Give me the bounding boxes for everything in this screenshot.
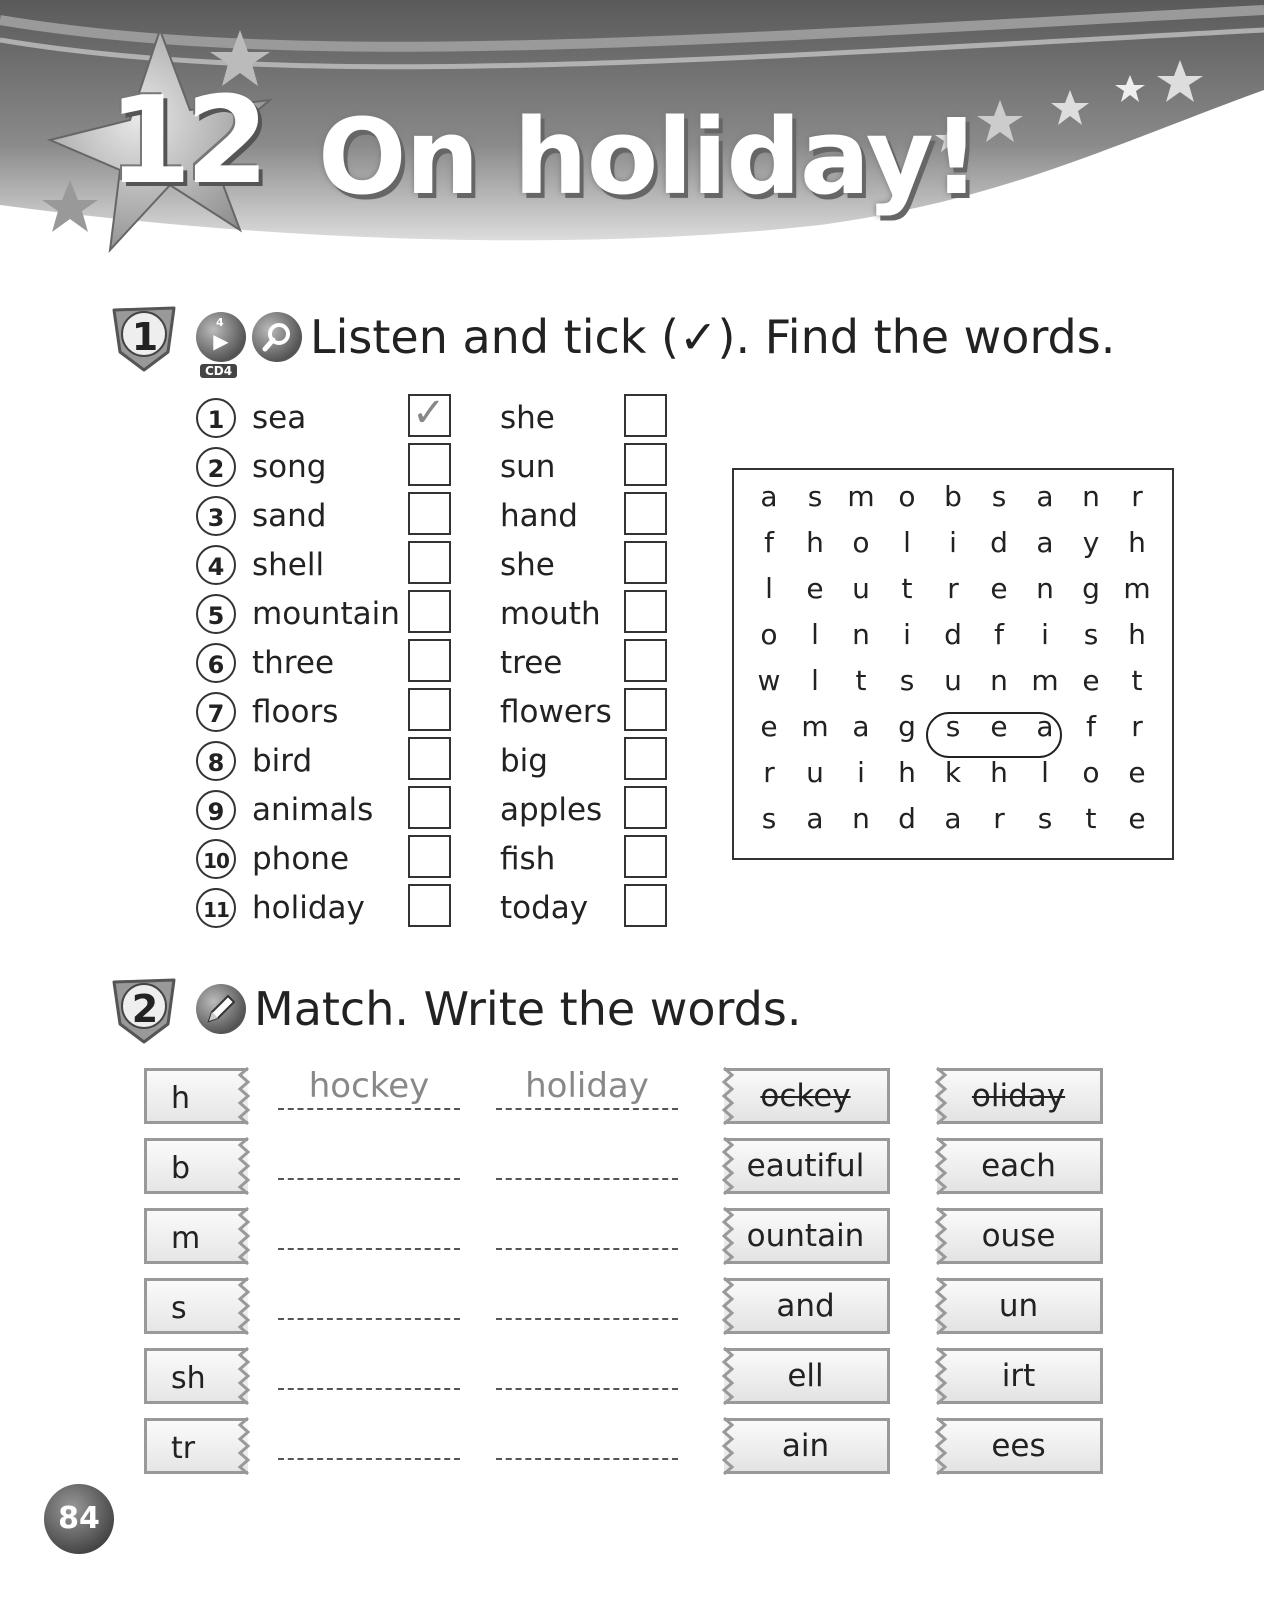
word-option-a: three xyxy=(252,645,335,681)
cd-label: CD4 xyxy=(200,364,237,378)
answer-text: holiday xyxy=(525,1066,649,1106)
grid-letter[interactable]: a xyxy=(1036,710,1054,743)
grid-letter[interactable]: t xyxy=(1085,802,1097,835)
word-option-b: tree xyxy=(500,645,563,681)
answer-line[interactable] xyxy=(278,1140,460,1180)
grid-letter[interactable]: o xyxy=(1082,756,1100,789)
word-ending-text: oliday xyxy=(971,1078,1066,1114)
checkbox-a[interactable] xyxy=(408,541,451,584)
grid-letter[interactable]: o xyxy=(760,618,778,651)
grid-letter[interactable]: d xyxy=(990,526,1008,559)
word-option-a: mountain xyxy=(252,596,400,632)
checkbox-a[interactable] xyxy=(408,688,451,731)
letter-tag xyxy=(144,1138,248,1194)
grid-letter[interactable]: e xyxy=(990,572,1008,605)
item-number: 1 xyxy=(196,398,236,438)
tick-row xyxy=(196,492,676,541)
grid-letter[interactable]: b xyxy=(944,480,962,513)
word-option-a: holiday xyxy=(252,890,365,926)
checkbox-a[interactable] xyxy=(408,443,451,486)
grid-letter[interactable]: h xyxy=(1128,618,1146,651)
word-ending-text: ouse xyxy=(981,1218,1056,1254)
grid-letter[interactable]: d xyxy=(944,618,962,651)
tick-row xyxy=(196,737,676,786)
word-option-a: phone xyxy=(252,841,350,877)
grid-row xyxy=(734,618,1176,663)
grid-letter[interactable]: s xyxy=(945,710,961,743)
grid-letter[interactable]: s xyxy=(899,664,915,697)
answer-line[interactable] xyxy=(496,1210,678,1250)
word-search-grid xyxy=(732,468,1174,860)
grid-letter[interactable]: s xyxy=(991,480,1007,513)
checkbox-b[interactable] xyxy=(624,835,667,878)
item-number: 6 xyxy=(196,643,236,683)
grid-letter[interactable]: u xyxy=(852,572,870,605)
item-number: 3 xyxy=(196,496,236,536)
grid-letter[interactable]: w xyxy=(757,664,781,697)
item-number: 7 xyxy=(196,692,236,732)
grid-letter[interactable]: o xyxy=(898,480,916,513)
word-option-b: mouth xyxy=(500,596,601,632)
grid-letter[interactable]: r xyxy=(1131,480,1143,513)
pencil-icon xyxy=(196,984,246,1034)
answer-line[interactable] xyxy=(278,1350,460,1390)
item-number: 5 xyxy=(196,594,236,634)
word-ending-text: ockey xyxy=(760,1078,851,1114)
word-ending-tag xyxy=(937,1068,1103,1124)
letter-tag xyxy=(144,1278,248,1334)
grid-letter[interactable]: e xyxy=(1128,802,1146,835)
grid-letter[interactable]: d xyxy=(898,802,916,835)
exercise-2-title: Match. Write the words. xyxy=(254,982,802,1036)
grid-row xyxy=(734,480,1176,525)
word-option-a: bird xyxy=(252,743,313,779)
grid-letter[interactable]: l xyxy=(811,664,819,697)
grid-letter[interactable]: r xyxy=(947,572,959,605)
exercise-1-number: 1 xyxy=(131,315,159,359)
grid-letter[interactable]: m xyxy=(1031,664,1059,697)
word-ending-tag xyxy=(937,1138,1103,1194)
word-ending-tag xyxy=(937,1418,1103,1474)
grid-letter[interactable]: f xyxy=(1086,710,1096,743)
grid-letter[interactable]: t xyxy=(1131,664,1143,697)
grid-letter[interactable]: n xyxy=(1036,572,1054,605)
word-ending-tag xyxy=(724,1348,890,1404)
tick-row xyxy=(196,639,676,688)
letter-tag xyxy=(144,1348,248,1404)
grid-letter[interactable]: s xyxy=(1083,618,1099,651)
word-option-b: fish xyxy=(500,841,556,877)
grid-letter[interactable]: e xyxy=(1128,756,1146,789)
exercise-2-number: 2 xyxy=(131,987,159,1031)
magnifier-icon xyxy=(252,312,302,362)
grid-letter[interactable]: n xyxy=(1082,480,1100,513)
word-ending-tag xyxy=(724,1278,890,1334)
grid-letter[interactable]: u xyxy=(806,756,824,789)
word-option-b: she xyxy=(500,400,555,436)
grid-letter[interactable]: r xyxy=(993,802,1005,835)
grid-letter[interactable]: u xyxy=(944,664,962,697)
checkbox-b[interactable] xyxy=(624,639,667,682)
grid-letter[interactable]: i xyxy=(949,526,957,559)
checkbox-a[interactable] xyxy=(408,492,451,535)
answer-line[interactable] xyxy=(496,1350,678,1390)
grid-letter[interactable]: a xyxy=(852,710,870,743)
grid-letter[interactable]: o xyxy=(852,526,870,559)
tick-row xyxy=(196,390,676,443)
checkbox-b[interactable] xyxy=(624,884,667,927)
grid-letter[interactable]: h xyxy=(806,526,824,559)
checkbox-a[interactable] xyxy=(408,884,451,927)
word-ending-tag xyxy=(937,1278,1103,1334)
grid-letter[interactable]: l xyxy=(765,572,773,605)
tick-row xyxy=(196,786,676,835)
checkbox-b[interactable] xyxy=(624,443,667,486)
word-option-a: sand xyxy=(252,498,327,534)
word-ending-text: irt xyxy=(1001,1358,1036,1394)
grid-letter[interactable]: h xyxy=(1128,526,1146,559)
tick-row xyxy=(196,590,676,639)
grid-letter[interactable]: f xyxy=(994,618,1004,651)
checkbox-b[interactable] xyxy=(624,394,667,437)
grid-letter[interactable]: m xyxy=(801,710,829,743)
answer-text: hockey xyxy=(308,1066,430,1106)
answer-line[interactable] xyxy=(496,1066,678,1110)
item-number: 8 xyxy=(196,741,236,781)
word-ending-tag xyxy=(724,1208,890,1264)
letter-tag-text: h xyxy=(171,1081,191,1116)
audio-play-icon: 4 ▶ CD4 xyxy=(196,312,246,362)
grid-letter[interactable]: n xyxy=(852,802,870,835)
checkbox-a[interactable] xyxy=(408,390,451,437)
grid-letter[interactable]: l xyxy=(1041,756,1049,789)
grid-letter[interactable]: s xyxy=(1037,802,1053,835)
grid-letter[interactable]: e xyxy=(760,710,778,743)
grid-letter[interactable]: s xyxy=(807,480,823,513)
grid-letter[interactable]: i xyxy=(857,756,865,789)
grid-letter[interactable]: y xyxy=(1082,526,1100,559)
word-ending-text: ell xyxy=(787,1358,824,1394)
grid-letter[interactable]: m xyxy=(1123,572,1151,605)
grid-letter[interactable]: m xyxy=(847,480,875,513)
checkbox-a[interactable] xyxy=(408,835,451,878)
answer-line[interactable] xyxy=(496,1420,678,1460)
word-ending-tag xyxy=(937,1208,1103,1264)
grid-letter[interactable]: i xyxy=(1041,618,1049,651)
item-number: 11 xyxy=(196,888,236,928)
track-number: 4 xyxy=(216,316,224,329)
tick-row xyxy=(196,541,676,590)
answer-line[interactable] xyxy=(278,1066,460,1110)
item-number: 4 xyxy=(196,545,236,585)
word-option-b: big xyxy=(500,743,548,779)
word-option-a: sea xyxy=(252,400,307,436)
tick-row xyxy=(196,884,676,933)
letter-tag xyxy=(144,1068,248,1124)
word-ending-tag xyxy=(724,1068,890,1124)
exercise-1-badge xyxy=(108,300,182,374)
grid-letter[interactable]: h xyxy=(990,756,1008,789)
grid-row xyxy=(734,756,1176,801)
grid-letter[interactable]: g xyxy=(1082,572,1100,605)
checkbox-b[interactable] xyxy=(624,590,667,633)
answer-line[interactable] xyxy=(496,1140,678,1180)
grid-row xyxy=(734,526,1176,571)
word-ending-tag xyxy=(724,1138,890,1194)
letter-tag-text: tr xyxy=(171,1431,196,1466)
letter-tag xyxy=(144,1418,248,1474)
checkbox-a[interactable] xyxy=(408,786,451,829)
grid-row xyxy=(734,802,1176,847)
word-option-b: sun xyxy=(500,449,556,485)
word-ending-text: ees xyxy=(991,1428,1046,1464)
checkbox-b[interactable] xyxy=(624,492,667,535)
answer-line[interactable] xyxy=(278,1210,460,1250)
grid-letter[interactable]: r xyxy=(1131,710,1143,743)
grid-letter[interactable]: k xyxy=(944,756,962,789)
exercise-1-title: Listen and tick (✓). Find the words. xyxy=(310,310,1116,364)
item-number: 2 xyxy=(196,447,236,487)
grid-row xyxy=(734,572,1176,617)
grid-letter[interactable]: n xyxy=(852,618,870,651)
word-ending-text: each xyxy=(981,1148,1056,1184)
tick-row xyxy=(196,443,676,492)
grid-letter[interactable]: a xyxy=(944,802,962,835)
word-ending-text: un xyxy=(998,1288,1039,1324)
grid-row xyxy=(734,664,1176,709)
exercise-1-header xyxy=(108,300,1116,378)
grid-letter[interactable]: t xyxy=(855,664,867,697)
word-option-a: floors xyxy=(252,694,339,730)
letter-tag-text: sh xyxy=(171,1361,206,1396)
checkbox-a[interactable] xyxy=(408,639,451,682)
item-number: 10 xyxy=(196,839,236,879)
answer-line[interactable] xyxy=(496,1280,678,1320)
tick-row xyxy=(196,688,676,737)
word-ending-text: ountain xyxy=(746,1218,865,1254)
grid-letter[interactable]: e xyxy=(990,710,1008,743)
grid-letter[interactable]: r xyxy=(763,756,775,789)
word-ending-text: and xyxy=(776,1288,835,1324)
letter-tag-text: b xyxy=(171,1151,191,1186)
word-option-b: flowers xyxy=(500,694,612,730)
grid-letter[interactable]: i xyxy=(903,618,911,651)
letter-tag xyxy=(144,1208,248,1264)
grid-letter[interactable]: a xyxy=(760,480,778,513)
tick-mark: ✓ xyxy=(412,390,446,436)
checkbox-b[interactable] xyxy=(624,541,667,584)
word-option-a: shell xyxy=(252,547,325,583)
word-ending-text: eautiful xyxy=(746,1148,865,1184)
word-option-a: song xyxy=(252,449,327,485)
word-option-b: apples xyxy=(500,792,603,828)
checkbox-b[interactable] xyxy=(624,688,667,731)
tick-row xyxy=(196,835,676,884)
checkbox-a[interactable] xyxy=(408,737,451,780)
grid-letter[interactable]: e xyxy=(806,572,824,605)
unit-number: 12 xyxy=(108,72,263,211)
grid-letter[interactable]: l xyxy=(811,618,819,651)
unit-title: On holiday! xyxy=(318,96,980,218)
grid-letter[interactable]: n xyxy=(990,664,1008,697)
grid-letter[interactable]: f xyxy=(764,526,774,559)
word-option-b: today xyxy=(500,890,589,926)
grid-letter[interactable]: s xyxy=(761,802,777,835)
grid-letter[interactable]: g xyxy=(898,710,916,743)
grid-letter[interactable]: a xyxy=(1036,480,1054,513)
unit-banner xyxy=(0,0,1264,270)
grid-letter[interactable]: e xyxy=(1082,664,1100,697)
answer-line[interactable] xyxy=(278,1420,460,1460)
checkbox-a[interactable] xyxy=(408,590,451,633)
word-ending-tag xyxy=(724,1418,890,1474)
grid-letter[interactable]: h xyxy=(898,756,916,789)
word-option-b: hand xyxy=(500,498,578,534)
word-option-a: animals xyxy=(252,792,374,828)
grid-letter[interactable]: a xyxy=(1036,526,1054,559)
checkbox-b[interactable] xyxy=(624,786,667,829)
grid-letter[interactable]: t xyxy=(901,572,913,605)
grid-letter[interactable]: l xyxy=(903,526,911,559)
word-option-b: she xyxy=(500,547,555,583)
found-word-circle xyxy=(926,712,1062,758)
exercise-2-badge xyxy=(108,972,182,1046)
grid-letter[interactable]: a xyxy=(806,802,824,835)
letter-tag-text: m xyxy=(171,1221,201,1256)
word-ending-tag xyxy=(937,1348,1103,1404)
letter-tag-text: s xyxy=(171,1291,187,1326)
item-number: 9 xyxy=(196,790,236,830)
exercise-2-header xyxy=(108,972,801,1046)
answer-line[interactable] xyxy=(278,1280,460,1320)
word-ending-text: ain xyxy=(781,1428,830,1464)
checkbox-b[interactable] xyxy=(624,737,667,780)
page-number: 84 xyxy=(44,1484,114,1554)
